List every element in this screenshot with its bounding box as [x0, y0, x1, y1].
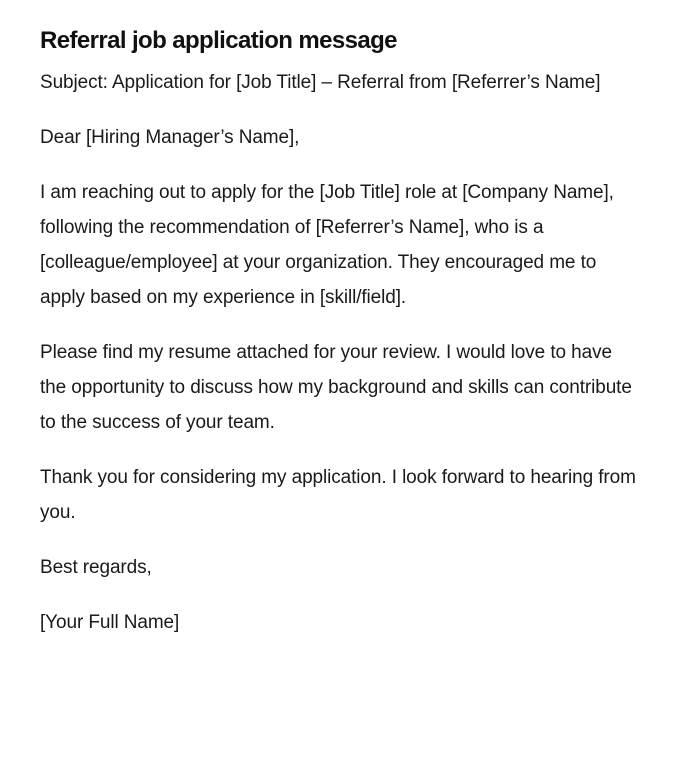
- document-title: Referral job application message: [40, 27, 397, 54]
- body-paragraph-intro: I am reaching out to apply for the [Job Title] role at [Company Name], following the recommendation of [Referrer’s Name], who is a [colleague/employee] at your organization. They encouraged me to apply based on my experience in [skill/field].: [40, 182, 614, 308]
- body-paragraph-closing: Thank you for considering my application. I look forward to hearing from you.: [40, 467, 636, 523]
- signature-name: [Your Full Name]: [40, 612, 180, 633]
- subject-line: Subject: Application for [Job Title] – Referral from [Referrer’s Name]: [40, 72, 601, 93]
- salutation: Dear [Hiring Manager’s Name],: [40, 127, 300, 148]
- sign-off: Best regards,: [40, 557, 152, 578]
- body-paragraph-resume: Please find my resume attached for your review. I would love to have the opportunity to discuss how my background and skills can contribute to the success of your team.: [40, 342, 632, 433]
